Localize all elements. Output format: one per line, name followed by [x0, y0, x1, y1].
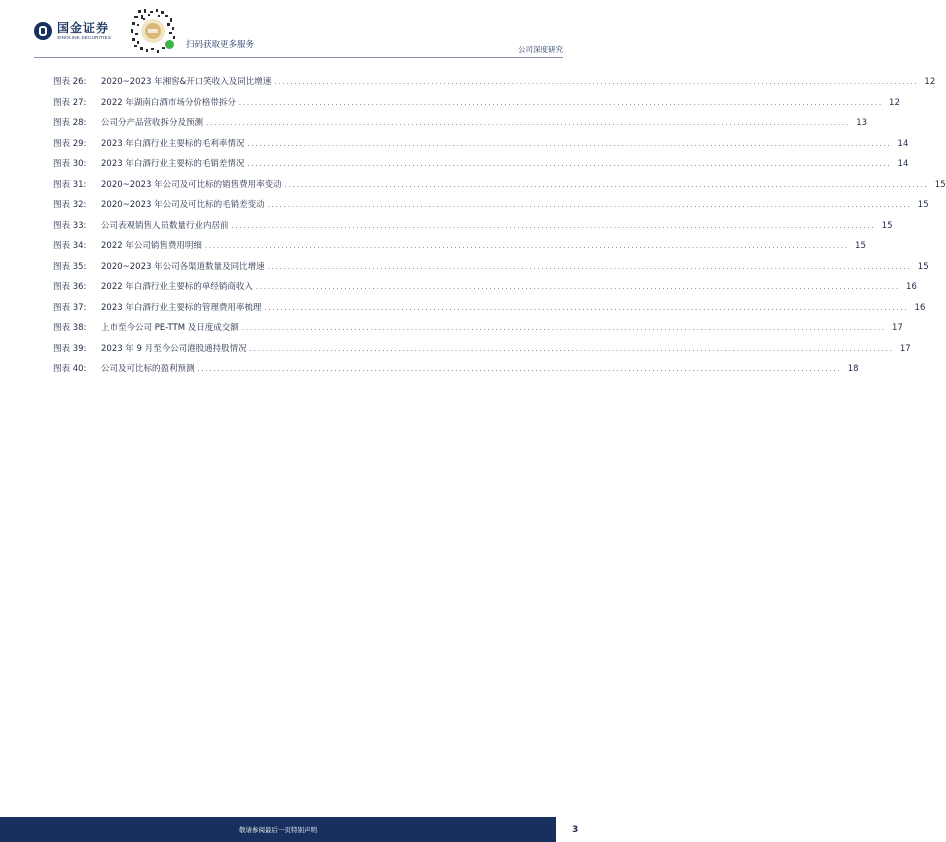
toc-figure-label: 图表 28: — [53, 118, 87, 128]
toc-figure-title: 2022 年湖南白酒市场分价格带拆分 — [101, 97, 236, 108]
toc-figure-title: 2020~2023 年公司及可比标的销售费用率变动 — [101, 179, 282, 190]
toc-entry[interactable] — [53, 260, 929, 281]
toc-dot-leader: ................................................................................................................................................................ — [241, 324, 886, 332]
toc-figure-label: 图表 38: — [53, 323, 87, 333]
toc-figure-label: 图表 36: — [53, 282, 87, 292]
toc-page-number: 15 — [881, 220, 893, 231]
toc-dot-leader: ................................................................................................................................................................ — [274, 78, 919, 86]
toc-dot-leader: ................................................................................................................................................................ — [267, 262, 912, 271]
toc-page-number: 12 — [889, 97, 900, 108]
toc-figure-title: 2023 年白酒行业主要标的毛销差情况 — [101, 159, 245, 169]
toc-figure-label: 图表 29: — [53, 138, 87, 149]
toc-figure-title: 2020~2023 年公司及可比标的毛销差变动 — [101, 200, 265, 210]
toc-entry[interactable] — [53, 157, 909, 178]
toc-figure-title: 2023 年白酒行业主要标的管理费用率梳理 — [101, 302, 262, 313]
toc-entry[interactable] — [53, 178, 946, 199]
toc-entry[interactable] — [53, 96, 900, 117]
toc-page-number: 15 — [934, 179, 946, 190]
toc-page-number: 16 — [906, 282, 917, 292]
header-divider — [34, 57, 563, 58]
toc-figure-title: 公司分产品营收拆分及预测 — [101, 118, 204, 128]
toc-page-number: 17 — [899, 343, 911, 354]
toc-page-number: 17 — [891, 323, 903, 333]
toc-entry[interactable] — [53, 362, 859, 383]
toc-entry[interactable] — [53, 321, 903, 342]
toc-entry[interactable] — [53, 342, 911, 363]
toc-entry[interactable] — [53, 137, 909, 158]
toc-entry[interactable] — [53, 301, 926, 322]
toc-dot-leader: ................................................................................................................................................................ — [267, 201, 912, 209]
toc-figure-label: 图表 27: — [53, 97, 87, 108]
company-logo — [34, 22, 111, 41]
toc-entry[interactable] — [53, 75, 936, 96]
toc-figure-title: 2022 年公司销售费用明细 — [101, 241, 202, 251]
toc-figure-title: 公司表观销售人员数量行业内居前 — [101, 220, 229, 231]
toc-page-number: 15 — [855, 241, 866, 251]
toc-page-number: 15 — [917, 261, 929, 272]
toc-figure-label: 图表 37: — [53, 302, 87, 313]
toc-dot-leader: ................................................................................................................................................................ — [206, 119, 851, 127]
toc-page-number: 16 — [914, 302, 926, 313]
toc-figure-title: 2023 年白酒行业主要标的毛利率情况 — [101, 138, 245, 149]
page-footer — [0, 814, 595, 842]
footer-disclaimer[interactable]: 敬请参阅最后一页特别声明 — [239, 826, 317, 834]
toc-dot-leader: ................................................................................................................................................................ — [231, 221, 876, 230]
toc-figure-label: 图表 35: — [53, 261, 87, 272]
wechat-icon — [164, 39, 175, 50]
toc-page-number: 18 — [847, 364, 859, 374]
toc-figure-title: 2020~2023 年湘窖&开口笑收入及同比增速 — [101, 77, 272, 87]
toc-dot-leader: ................................................................................................................................................................ — [197, 365, 842, 373]
toc-figure-label: 图表 34: — [53, 241, 87, 251]
toc-figure-label: 图表 30: — [53, 159, 87, 169]
page-header — [0, 0, 595, 66]
logo-name-en: SINOLINK SECURITIES — [57, 35, 112, 40]
logo-name-cn: 国金证券 — [57, 21, 110, 35]
toc-entry[interactable] — [53, 116, 868, 137]
toc-dot-leader: ................................................................................................................................................................ — [249, 344, 894, 353]
toc-figure-title: 2022 年白酒行业主要标的单经销商收入 — [101, 282, 253, 292]
toc-figure-label: 图表 33: — [53, 220, 87, 231]
toc-page-number: 12 — [924, 77, 936, 87]
logo-icon — [34, 22, 52, 40]
toc-figure-title: 2020~2023 年公司各渠道数量及同比增速 — [101, 261, 265, 272]
toc-page-number: 13 — [856, 118, 868, 128]
toc-dot-leader: ................................................................................................................................................................ — [264, 303, 909, 312]
page-number: 3 — [572, 825, 579, 835]
toc-dot-leader: ................................................................................................................................................................ — [247, 139, 892, 148]
toc-dot-leader: ................................................................................................................................................................ — [238, 98, 883, 107]
toc-entry[interactable] — [53, 280, 917, 301]
toc-dot-leader: ................................................................................................................................................................ — [247, 160, 892, 168]
toc-figure-label: 图表 39: — [53, 343, 87, 354]
toc-page-number: 15 — [917, 200, 929, 210]
toc-figure-label: 图表 26: — [53, 77, 87, 87]
toc-entry[interactable] — [53, 219, 893, 240]
toc-dot-leader: ................................................................................................................................................................ — [284, 180, 929, 189]
toc-figure-label: 图表 31: — [53, 179, 87, 190]
toc-entry[interactable] — [53, 239, 866, 260]
toc-dot-leader: ................................................................................................................................................................ — [204, 242, 849, 250]
figure-index — [53, 75, 946, 383]
toc-page-number: 14 — [897, 159, 909, 169]
toc-dot-leader: ................................................................................................................................................................ — [255, 283, 900, 291]
toc-figure-title: 2023 年 9 月至今公司港股通持股情况 — [101, 343, 247, 354]
toc-figure-label: 图表 40: — [53, 364, 87, 374]
section-label: 公司深度研究 — [518, 45, 563, 54]
toc-figure-label: 图表 32: — [53, 200, 87, 210]
toc-entry[interactable] — [53, 198, 929, 219]
toc-figure-title: 上市至今公司 PE-TTM 及日度成交额 — [101, 323, 239, 333]
toc-page-number: 14 — [897, 138, 909, 149]
toc-figure-title: 公司及可比标的盈利预测 — [101, 364, 195, 374]
scan-prompt: 扫码获取更多服务 — [186, 40, 255, 50]
